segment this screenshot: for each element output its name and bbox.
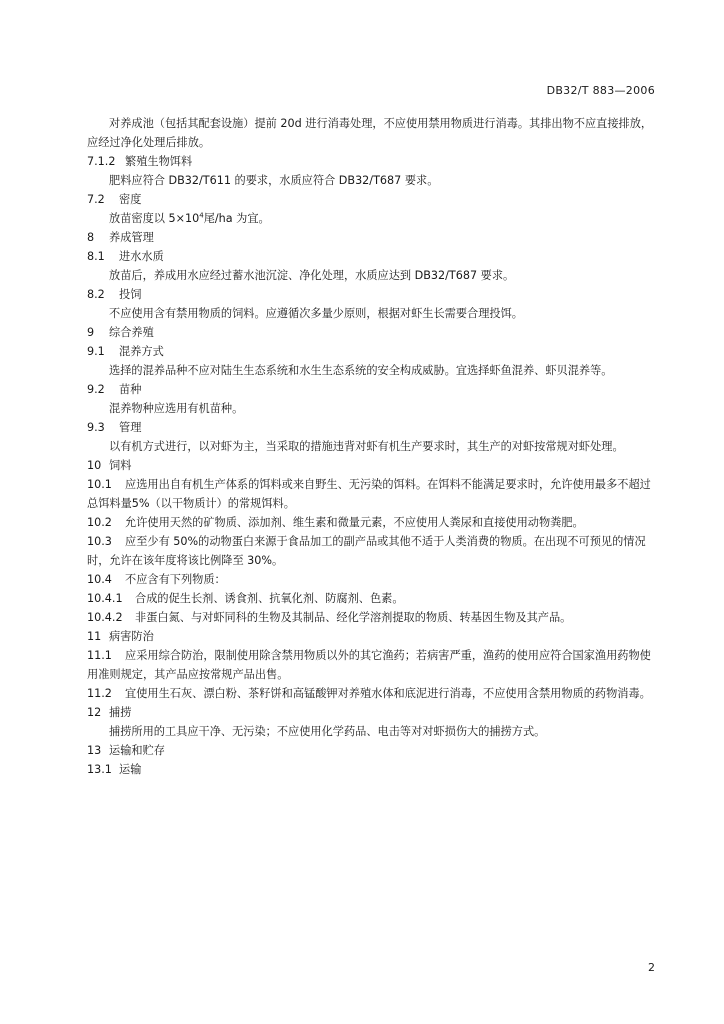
section-heading (87, 152, 655, 171)
document-code: DB32/T 883—2006 (546, 84, 655, 97)
clause-number: 10.4.1 (87, 592, 123, 605)
document-body (87, 114, 655, 779)
section-heading (87, 285, 655, 304)
chapter-title: 综合养殖 (109, 326, 154, 339)
section-number: 13.1 (87, 763, 112, 776)
clause-number: 10.4 (87, 573, 112, 586)
chapter-number: 11 (87, 630, 102, 643)
clause-number: 10.3 (87, 535, 112, 548)
section-number: 9.2 (87, 383, 105, 396)
section-number: 8.1 (87, 250, 105, 263)
clause (87, 532, 655, 570)
section-title: 苗种 (119, 383, 142, 396)
section-heading (87, 247, 655, 266)
clause-number: 11.2 (87, 687, 112, 700)
section-number: 7.2 (87, 193, 105, 206)
section-title: 运输 (119, 763, 142, 776)
section-title: 投饲 (119, 288, 142, 301)
clause (87, 684, 655, 703)
section-number: 7.1.2 (87, 155, 116, 168)
clause-text: 不应含有下列物质： (125, 573, 226, 586)
clause-number: 10.1 (87, 478, 112, 491)
chapter-number: 13 (87, 744, 102, 757)
section-heading (87, 342, 655, 361)
clause-text: 应至少有 50%的动物蛋白来源于食品加工的副产品或其他不适于人类消费的物质。在出现不可预见的情况时，允许在该年度将该比例降至 30%。 (87, 535, 646, 567)
section-heading (87, 760, 655, 779)
section-number: 9.3 (87, 421, 105, 434)
chapter-heading (87, 456, 655, 475)
chapter-number: 9 (87, 326, 95, 339)
clause (87, 646, 655, 684)
clause (87, 475, 655, 513)
chapter-title: 捕捞 (109, 706, 132, 719)
clause-number: 11.1 (87, 649, 112, 662)
chapter-number: 12 (87, 706, 102, 719)
text: 尾/ha 为宜。 (203, 212, 270, 225)
paragraph: 捕捞所用的工具应干净、无污染；不应使用化学药品、电击等对对虾损伤大的捕捞方式。 (109, 725, 546, 738)
clause (87, 589, 655, 608)
chapter-title: 养成管理 (109, 231, 154, 244)
section-title: 管理 (119, 421, 142, 434)
superscript: 4 (199, 211, 204, 220)
clause-number: 10.4.2 (87, 611, 123, 624)
chapter-number: 10 (87, 459, 102, 472)
chapter-title: 运输和贮存 (109, 744, 165, 757)
paragraph: 以有机方式进行，以对虾为主，当采取的措施违背对虾有机生产要求时，其生产的对虾按常规对虾处理。 (109, 440, 624, 453)
paragraph: 对养成池（包括其配套设施）提前 20d 进行消毒处理，不应使用禁用物质进行消毒。其排出物不应直接排放，应经过净化处理后排放。 (87, 117, 653, 149)
clause (87, 608, 655, 627)
paragraph: 选择的混养品种不应对陆生生态系统和水生生态系统的安全构成威胁。宜选择虾鱼混养、虾贝混养等。 (109, 364, 613, 377)
chapter-title: 病害防治 (109, 630, 154, 643)
chapter-heading (87, 323, 655, 342)
paragraph: 放苗后，养成用水应经过蓄水池沉淀、净化处理，水质应达到 DB32/T687 要求。 (109, 269, 515, 282)
chapter-heading (87, 228, 655, 247)
clause-number: 10.2 (87, 516, 112, 529)
paragraph: 混养物种应选用有机苗种。 (109, 402, 244, 415)
paragraph: 不应使用含有禁用物质的饲料。应遵循次多量少原则，根据对虾生长需要合理投饵。 (109, 307, 523, 320)
clause-text: 宜使用生石灰、漂白粉、茶籽饼和高锰酸钾对养殖水体和底泥进行消毒，不应使用含禁用物质的药物消毒。 (125, 687, 651, 700)
section-heading (87, 418, 655, 437)
text: 放苗密度以 5×10 (109, 212, 200, 225)
section-heading (87, 190, 655, 209)
chapter-heading (87, 703, 655, 722)
clause (87, 570, 655, 589)
section-title: 繁殖生物饵料 (125, 155, 193, 168)
paragraph (87, 209, 655, 228)
section-number: 9.1 (87, 345, 105, 358)
chapter-heading (87, 741, 655, 760)
chapter-number: 8 (87, 231, 95, 244)
section-number: 8.2 (87, 288, 105, 301)
clause-text: 应采用综合防治，限制使用除含禁用物质以外的其它渔药；若病害严重，渔药的使用应符合国家渔用药物使用准则规定，其产品应按常规产品出售。 (87, 649, 651, 681)
chapter-title: 饲料 (109, 459, 132, 472)
section-heading (87, 380, 655, 399)
paragraph: 肥料应符合 DB32/T611 的要求，水质应符合 DB32/T687 要求。 (109, 174, 439, 187)
clause-text: 应选用出自有机生产体系的饵料或来自野生、无污染的饵料。在饵料不能满足要求时，允许使用最多不超过总饵料量5%（以干物质计）的常规饵料。 (87, 478, 651, 510)
clause-text: 合成的促生长剂、诱食剂、抗氧化剂、防腐剂、色素。 (135, 592, 404, 605)
section-title: 进水水质 (119, 250, 164, 263)
clause-text: 非蛋白氮、与对虾同科的生物及其制品、经化学溶剂提取的物质、转基因生物及其产品。 (135, 611, 572, 624)
section-title: 混养方式 (119, 345, 164, 358)
clause-text: 允许使用天然的矿物质、添加剂、维生素和微量元素，不应使用人粪尿和直接使用动物粪肥。 (125, 516, 584, 529)
section-title: 密度 (119, 193, 142, 206)
page-number: 2 (648, 961, 655, 974)
clause (87, 513, 655, 532)
chapter-heading (87, 627, 655, 646)
